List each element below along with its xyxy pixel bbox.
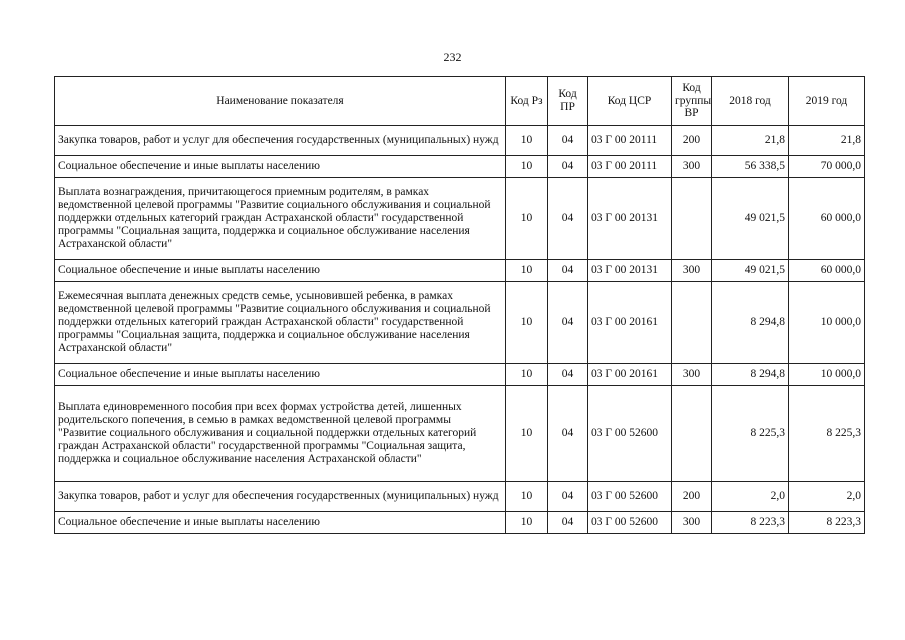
cell-rz: 10 bbox=[506, 482, 548, 512]
cell-2019: 60 000,0 bbox=[789, 260, 865, 282]
cell-vr: 300 bbox=[672, 512, 712, 534]
table-row bbox=[55, 364, 865, 386]
cell-name: Закупка товаров, работ и услуг для обеспечения государственных (муниципальных) нужд bbox=[55, 482, 506, 512]
table-row bbox=[55, 126, 865, 156]
table-row bbox=[55, 482, 865, 512]
cell-name: Социальное обеспечение и иные выплаты населению bbox=[55, 156, 506, 178]
cell-pr: 04 bbox=[548, 364, 588, 386]
cell-2018: 49 021,5 bbox=[712, 260, 789, 282]
cell-rz: 10 bbox=[506, 178, 548, 260]
table-row bbox=[55, 386, 865, 482]
table-row bbox=[55, 178, 865, 260]
header-name: Наименование показателя bbox=[55, 77, 506, 126]
cell-2019: 21,8 bbox=[789, 126, 865, 156]
cell-pr: 04 bbox=[548, 178, 588, 260]
cell-rz: 10 bbox=[506, 364, 548, 386]
header-csr: Код ЦСР bbox=[588, 77, 672, 126]
cell-2019: 8 225,3 bbox=[789, 386, 865, 482]
cell-name: Выплата вознаграждения, причитающегося приемным родителям, в рамках ведомственной целевой программы "Развитие социального обслуживания и социальной поддержки отдельных категорий граждан Астраханской области" государственной программы "Социальная защита, поддержка и социальное обслуживание населения Астраханской области" bbox=[55, 178, 506, 260]
cell-vr bbox=[672, 386, 712, 482]
cell-pr: 04 bbox=[548, 126, 588, 156]
cell-vr: 300 bbox=[672, 364, 712, 386]
cell-2019: 8 223,3 bbox=[789, 512, 865, 534]
cell-rz: 10 bbox=[506, 260, 548, 282]
cell-pr: 04 bbox=[548, 156, 588, 178]
cell-2019: 10 000,0 bbox=[789, 364, 865, 386]
cell-name: Выплата единовременного пособия при всех формах устройства детей, лишенных родительского попечения, в семью в рамках ведомственной целевой программы "Развитие социального обслуживания и социальной поддержки отдельных категорий граждан Астраханской области" государственной программы "Социальная защита, поддержка и социальное обслуживание населения Астраханской области" bbox=[55, 386, 506, 482]
cell-vr: 200 bbox=[672, 126, 712, 156]
cell-rz: 10 bbox=[506, 512, 548, 534]
cell-pr: 04 bbox=[548, 512, 588, 534]
cell-vr: 300 bbox=[672, 156, 712, 178]
cell-name: Социальное обеспечение и иные выплаты населению bbox=[55, 260, 506, 282]
cell-2019: 2,0 bbox=[789, 482, 865, 512]
table-row bbox=[55, 260, 865, 282]
cell-rz: 10 bbox=[506, 126, 548, 156]
cell-pr: 04 bbox=[548, 282, 588, 364]
header-pr: Код ПР bbox=[548, 77, 588, 126]
cell-2018: 21,8 bbox=[712, 126, 789, 156]
header-rz: Код Рз bbox=[506, 77, 548, 126]
cell-csr: 03 Г 00 52600 bbox=[588, 482, 672, 512]
table-row bbox=[55, 512, 865, 534]
cell-csr: 03 Г 00 52600 bbox=[588, 386, 672, 482]
cell-2018: 8 294,8 bbox=[712, 364, 789, 386]
cell-2018: 56 338,5 bbox=[712, 156, 789, 178]
budget-table bbox=[54, 76, 865, 534]
cell-csr: 03 Г 00 20131 bbox=[588, 260, 672, 282]
cell-pr: 04 bbox=[548, 482, 588, 512]
cell-2018: 2,0 bbox=[712, 482, 789, 512]
cell-2018: 8 223,3 bbox=[712, 512, 789, 534]
cell-2018: 8 294,8 bbox=[712, 282, 789, 364]
cell-csr: 03 Г 00 20161 bbox=[588, 282, 672, 364]
cell-2019: 10 000,0 bbox=[789, 282, 865, 364]
table-header-row bbox=[55, 77, 865, 126]
cell-csr: 03 Г 00 20161 bbox=[588, 364, 672, 386]
cell-csr: 03 Г 00 20111 bbox=[588, 156, 672, 178]
cell-name: Закупка товаров, работ и услуг для обеспечения государственных (муниципальных) нужд bbox=[55, 126, 506, 156]
cell-rz: 10 bbox=[506, 282, 548, 364]
cell-vr bbox=[672, 282, 712, 364]
cell-2019: 60 000,0 bbox=[789, 178, 865, 260]
cell-2019: 70 000,0 bbox=[789, 156, 865, 178]
cell-rz: 10 bbox=[506, 156, 548, 178]
header-vr: Код группы ВР bbox=[672, 77, 712, 126]
cell-2018: 8 225,3 bbox=[712, 386, 789, 482]
cell-2018: 49 021,5 bbox=[712, 178, 789, 260]
cell-vr: 300 bbox=[672, 260, 712, 282]
cell-name: Социальное обеспечение и иные выплаты населению bbox=[55, 512, 506, 534]
header-2018: 2018 год bbox=[712, 77, 789, 126]
table-row bbox=[55, 156, 865, 178]
cell-pr: 04 bbox=[548, 386, 588, 482]
cell-csr: 03 Г 00 20111 bbox=[588, 126, 672, 156]
cell-csr: 03 Г 00 20131 bbox=[588, 178, 672, 260]
header-2019: 2019 год bbox=[789, 77, 865, 126]
cell-rz: 10 bbox=[506, 386, 548, 482]
cell-name: Ежемесячная выплата денежных средств семье, усыновившей ребенка, в рамках ведомственной целевой программы "Развитие социального обслуживания и социальной поддержки отдельных категорий граждан Астраханской области" государственной программы "Социальная защита, поддержка и социальное обслуживание населения Астраханской области" bbox=[55, 282, 506, 364]
cell-name: Социальное обеспечение и иные выплаты населению bbox=[55, 364, 506, 386]
table-row bbox=[55, 282, 865, 364]
cell-vr: 200 bbox=[672, 482, 712, 512]
cell-pr: 04 bbox=[548, 260, 588, 282]
page-number: 232 bbox=[443, 50, 462, 64]
cell-csr: 03 Г 00 52600 bbox=[588, 512, 672, 534]
cell-vr bbox=[672, 178, 712, 260]
